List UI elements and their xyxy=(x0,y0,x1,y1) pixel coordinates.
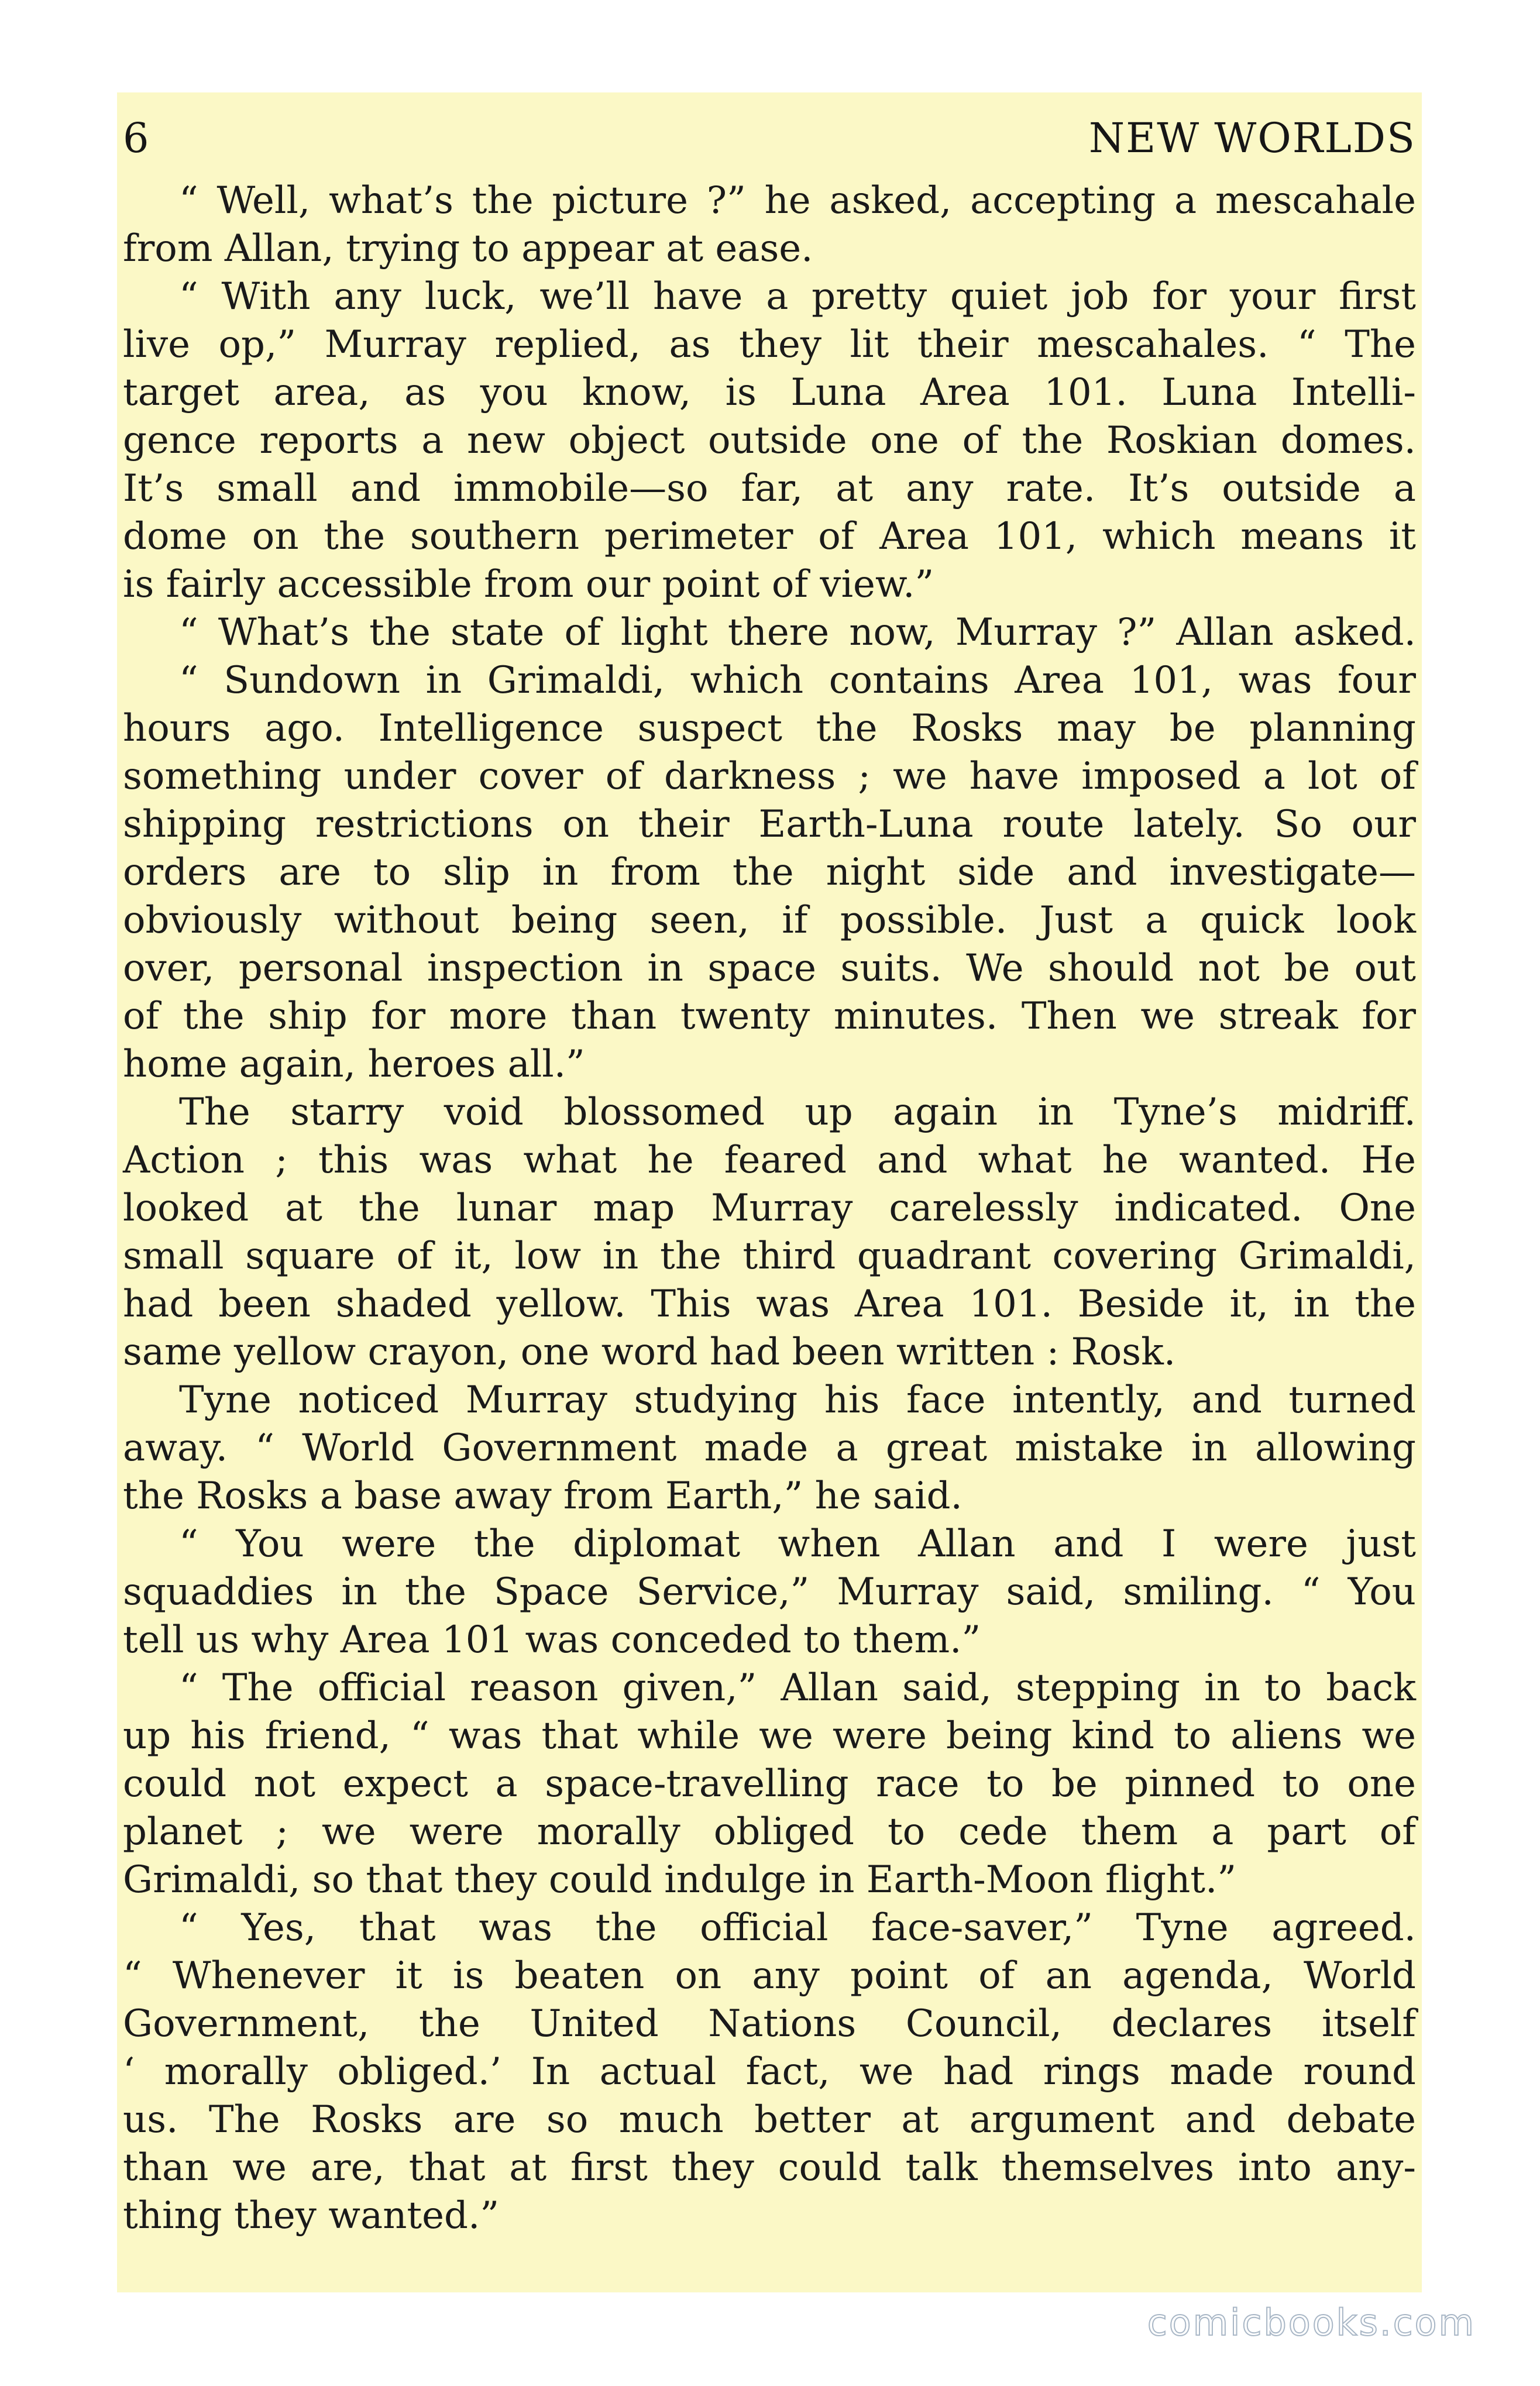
text-line: over, personal inspection in space suits. We should not be out xyxy=(123,947,1416,990)
text-line: could not expect a space-travelling race to be pinned to one xyxy=(123,1762,1416,1806)
text-line: had been shaded yellow. This was Area 101. Beside it, in the xyxy=(123,1283,1416,1326)
text-line: home again, heroes all.” xyxy=(123,1043,585,1086)
text-line: of the ship for more than twenty minutes. Then we streak for xyxy=(123,995,1416,1038)
text-line: the Rosks a base away from Earth,” he said. xyxy=(123,1474,962,1518)
text-line: The starry void blossomed up again in Tyne’s midriff. xyxy=(179,1091,1416,1134)
text-line: is fairly accessible from our point of view.” xyxy=(123,563,934,606)
text-line: “ The official reason given,” Allan said, stepping in to back xyxy=(179,1666,1416,1710)
text-line: Government, the United Nations Council, declares itself xyxy=(123,2002,1416,2045)
body-text xyxy=(123,177,1416,2240)
text-line: “ With any luck, we’ll have a pretty quiet job for your first xyxy=(179,275,1416,318)
text-line: from Allan, trying to appear at ease. xyxy=(123,227,813,270)
page-header xyxy=(123,108,1416,169)
text-line: ‘ morally obliged.’ In actual fact, we had rings made round xyxy=(123,2050,1416,2093)
text-line: “ Whenever it is beaten on any point of an agenda, World xyxy=(123,1954,1416,1997)
text-line: us. The Rosks are so much better at argument and debate xyxy=(123,2098,1416,2141)
text-line: “ Well, what’s the picture ?” he asked, accepting a mescahale xyxy=(179,179,1416,222)
text-line: gence reports a new object outside one of the Roskian domes. xyxy=(123,419,1416,462)
text-line: orders are to slip in from the night side and investigate— xyxy=(123,851,1416,894)
text-line: small square of it, low in the third quadrant covering Grimaldi, xyxy=(123,1235,1416,1278)
text-line: “ Sundown in Grimaldi, which contains Area 101, was four xyxy=(179,659,1416,702)
text-line: something under cover of darkness ; we have imposed a lot of xyxy=(123,755,1416,798)
text-line: “ You were the diplomat when Allan and I were just xyxy=(179,1522,1416,1566)
text-line: same yellow crayon, one word had been written : Rosk. xyxy=(123,1330,1176,1374)
text-line: It’s small and immobile—so far, at any rate. It’s outside a xyxy=(123,467,1416,510)
book-page xyxy=(117,92,1422,2292)
text-line: shipping restrictions on their Earth-Luna route lately. So our xyxy=(123,803,1416,846)
running-title: NEW WORLDS xyxy=(1088,114,1416,162)
text-line: than we are, that at first they could talk themselves into any- xyxy=(123,2146,1416,2189)
text-line: planet ; we were morally obliged to cede them a part of xyxy=(123,1810,1416,1854)
text-line: looked at the lunar map Murray carelessly indicated. One xyxy=(123,1187,1416,1230)
text-line: obviously without being seen, if possible. Just a quick look xyxy=(123,899,1416,942)
text-line: tell us why Area 101 was conceded to them.” xyxy=(123,1618,981,1662)
page-number: 6 xyxy=(123,114,150,162)
text-line: squaddies in the Space Service,” Murray said, smiling. “ You xyxy=(123,1570,1416,1614)
text-line: Grimaldi, so that they could indulge in Earth-Moon flight.” xyxy=(123,1858,1237,1902)
text-line: away. “ World Government made a great mistake in allowing xyxy=(123,1426,1416,1470)
text-line: “ Yes, that was the official face-saver,” Tyne agreed. xyxy=(179,1906,1416,1950)
text-line: dome on the southern perimeter of Area 101, which means it xyxy=(123,515,1416,558)
text-line: live op,” Murray replied, as they lit their mescahales. “ The xyxy=(123,323,1416,366)
text-line: Action ; this was what he feared and what he wanted. He xyxy=(123,1139,1416,1182)
text-line: thing they wanted.” xyxy=(123,2194,500,2237)
text-line: hours ago. Intelligence suspect the Rosks may be planning xyxy=(123,707,1416,750)
text-line: “ What’s the state of light there now, Murray ?” Allan asked. xyxy=(179,611,1416,654)
text-line: up his friend, “ was that while we were being kind to aliens we xyxy=(123,1714,1416,1758)
text-line: target area, as you know, is Luna Area 101. Luna Intelli- xyxy=(123,371,1416,414)
site-watermark: comicbooks.com xyxy=(1147,2301,1476,2344)
text-line: Tyne noticed Murray studying his face intently, and turned xyxy=(179,1378,1416,1422)
